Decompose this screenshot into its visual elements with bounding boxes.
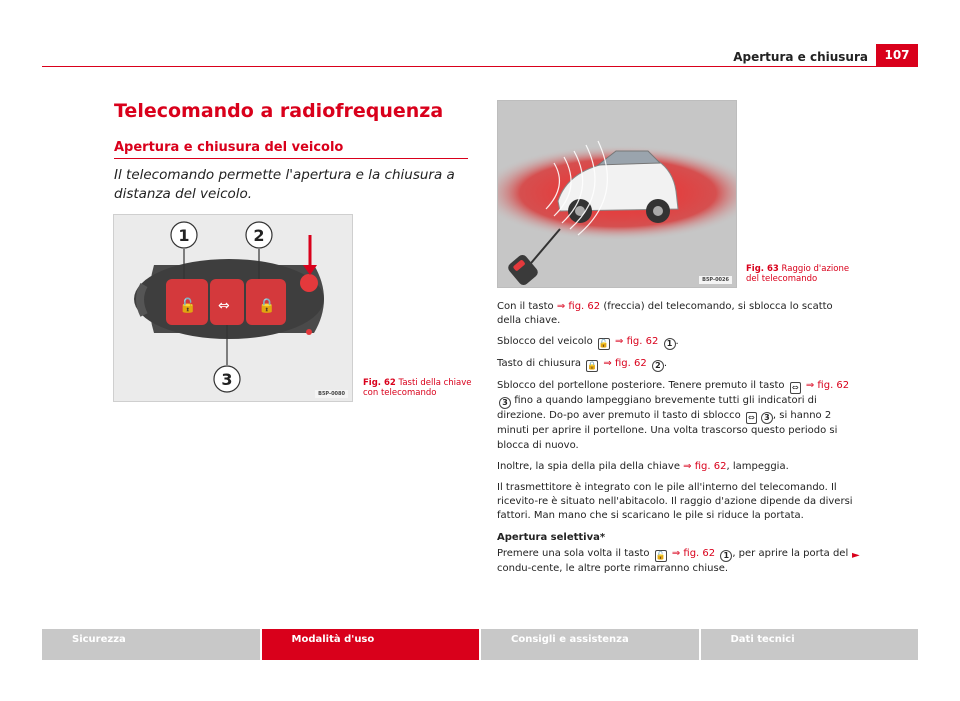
callout-ref-1: 1 <box>664 338 676 350</box>
fig-ref[interactable]: ⇒ fig. 62 <box>805 380 850 392</box>
fig-ref[interactable]: ⇒ fig. 62 <box>603 358 647 370</box>
figure-63-caption-label: Fig. 63 <box>746 264 779 274</box>
trunk-icon: ⇔ <box>218 298 230 314</box>
figure-62-caption-line2: con telecomando <box>363 388 437 398</box>
figure-63-caption <box>746 264 849 284</box>
lock-key-icon: 🔒 <box>587 361 598 371</box>
figure-63-code: B5P-0026 <box>699 276 732 284</box>
fig-ref[interactable]: ⇒ fig. 62 <box>556 301 601 312</box>
paragraph-unlock: Sblocco del veicolo 🔓 ⇒ fig. 62 1 . <box>497 336 679 349</box>
callout-ref-2: 2 <box>652 360 664 372</box>
unlock-key-icon: 🔓 <box>655 550 666 560</box>
running-header-title: Apertura e chiusura <box>733 50 868 64</box>
subtitle-rule <box>114 158 468 159</box>
figure-62-key-fob <box>113 214 353 402</box>
callout-ref-3: 3 <box>761 412 773 424</box>
footer-nav <box>42 629 918 660</box>
fig-ref[interactable]: ⇒ fig. 62 <box>683 460 727 472</box>
unlock-icon: 🔓 <box>179 298 197 314</box>
figure-63-remote-range <box>497 100 737 288</box>
page-number: 107 <box>876 44 918 67</box>
remote-range-illustration <box>498 101 737 288</box>
figure-62-code: B5P-0080 <box>315 390 348 398</box>
intro-text: Il telecomando permette l'apertura e la chiusura a distanza del veicolo. <box>114 167 455 202</box>
figure-62-caption <box>363 378 472 398</box>
figure-62-caption-line1: Tasti della chiave <box>398 378 472 388</box>
header-rule <box>42 66 918 67</box>
trunk-key-icon: ⇔ <box>790 382 801 394</box>
callout-2: 2 <box>253 226 265 245</box>
selective-opening-heading: Apertura selettiva* <box>497 531 606 543</box>
unlock-key-icon: 🔓 <box>598 339 609 349</box>
lock-icon: 🔒 <box>258 298 276 314</box>
callout-1: 1 <box>178 226 190 245</box>
section-title: Telecomando a radiofrequenza <box>114 100 444 122</box>
paragraph-lock: Tasto di chiusura 🔒 ⇒ fig. 62 2 . <box>497 358 668 371</box>
paragraph-trunk: Sblocco del portellone posteriore. Tenere premuto il tasto ⇔ ⇒ fig. 62 3 fino a quando lampeggiano brevemente tutti gli indicatori di direzione. Do-po aver premuto il tasto di sblocco ⇔ 3 , si hanno 2 minuti per aprire il portellone. Una volta trascorso questo periodo si blocca di nuovo. <box>497 380 850 451</box>
trunk-key-icon: ⇔ <box>746 412 757 424</box>
paragraph-transmitter: Il trasmettitore è integrato con le pile all'interno del telecomando. Il ricevito-re è situato nell'abitacolo. Il raggio d'azione dipende da diversi fattori. Man mano che si scaricano le pile si riduce la portata. <box>497 482 853 522</box>
footer-tab-dati-tecnici[interactable]: Dati tecnici <box>701 629 919 660</box>
key-release-button <box>300 274 318 292</box>
section-subtitle: Apertura e chiusura del veicolo <box>114 140 344 155</box>
fig-ref[interactable]: ⇒ fig. 62 <box>671 547 716 559</box>
footer-tab-sicurezza[interactable]: Sicurezza <box>42 629 262 660</box>
paragraph-release: Con il tasto ⇒ fig. 62 (freccia) del telecomando, si sblocca lo scatto della chiave. <box>497 301 833 327</box>
callout-ref-3: 3 <box>499 397 511 409</box>
figure-63-caption-line1: Raggio d'azione <box>781 264 850 274</box>
continue-arrow-icon[interactable]: ► <box>852 550 860 561</box>
callout-ref-1: 1 <box>720 550 732 562</box>
key-fob-illustration <box>114 215 353 402</box>
figure-63-caption-line2: del telecomando <box>746 274 818 284</box>
body-text <box>497 300 857 583</box>
paragraph-selective: Premere una sola volta il tasto 🔓 ⇒ fig. 62 1 , per aprire la porta del condu-cente, le altre porte rimarranno chiuse. <box>497 547 849 574</box>
callout-3: 3 <box>221 370 233 389</box>
footer-tab-modalita-uso[interactable]: Modalità d'uso <box>262 629 482 660</box>
paragraph-battery: Inoltre, la spia della pila della chiave ⇒ fig. 62, lampeggia. <box>497 460 789 472</box>
figure-62-caption-label: Fig. 62 <box>363 378 396 388</box>
footer-tab-consigli-assistenza[interactable]: Consigli e assistenza <box>481 629 701 660</box>
fig-ref[interactable]: ⇒ fig. 62 <box>615 336 659 348</box>
battery-led <box>306 329 312 335</box>
